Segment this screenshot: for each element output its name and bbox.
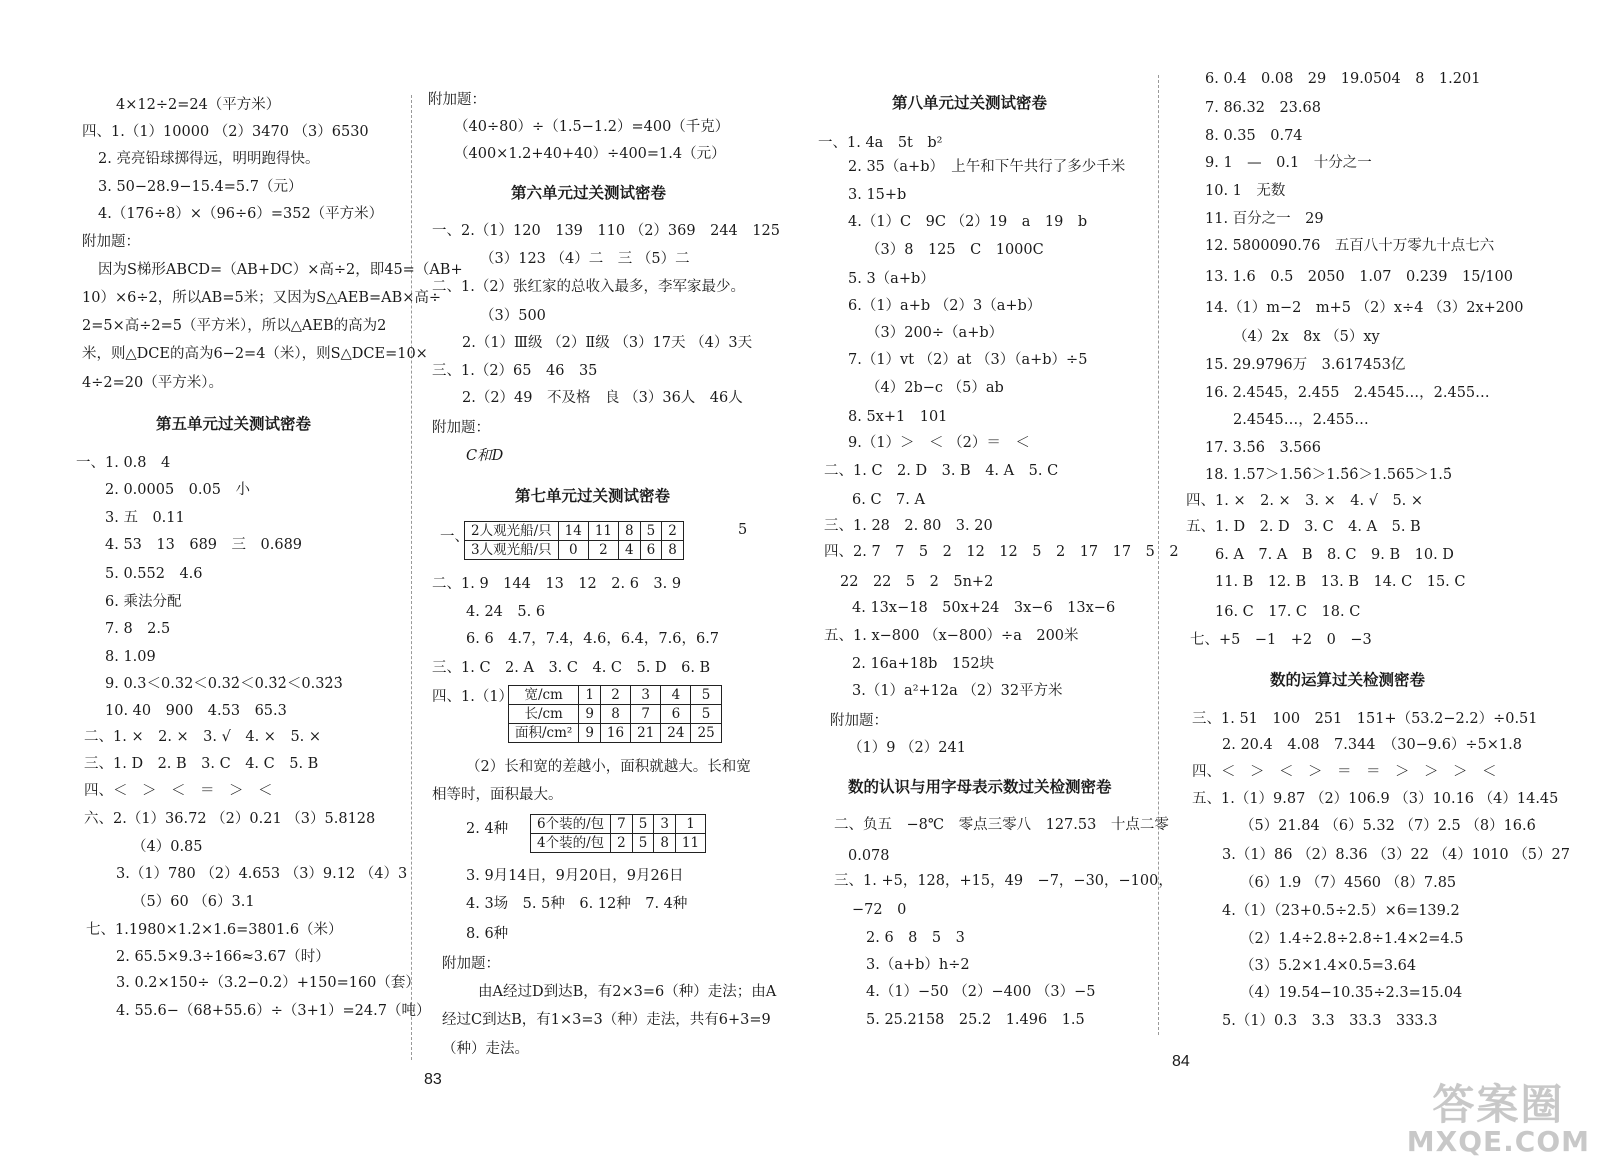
text-line: 二、1. × 2. × 3. √ 4. × 5. × bbox=[84, 729, 322, 745]
text-line: （3）5.2×1.4×0.5=3.64 bbox=[1240, 958, 1417, 974]
text-line: （4）0.85 bbox=[132, 839, 203, 855]
table-cell: 5 bbox=[640, 522, 662, 541]
column-divider-left bbox=[411, 95, 412, 1060]
text-line: 4.（1）−50 （2）−400 （3）−5 bbox=[866, 984, 1096, 1000]
text-line: 2. 35（a+b） 上午和下午共行了多少千米 bbox=[848, 159, 1126, 175]
table-cell: 9 bbox=[579, 705, 601, 724]
text-line: 三、1. +5，128，+15，49 −7，−30，−100， bbox=[834, 873, 1173, 889]
table-row bbox=[531, 834, 706, 853]
text-line: 6. A 7. A B 8. C 9. B 10. D bbox=[1215, 547, 1454, 563]
section-title: 第五单元过关测试密卷 bbox=[156, 415, 312, 433]
table-cell: 3 bbox=[654, 815, 676, 834]
table-cell: 7 bbox=[631, 705, 661, 724]
text-line: 2. 4种 bbox=[466, 821, 509, 837]
text-line: 一、1. 4a 5t b² bbox=[818, 135, 943, 151]
text-line: 4.（176÷8）×（96÷6）=352（平方米） bbox=[98, 206, 384, 222]
table-cell: 6 bbox=[661, 705, 691, 724]
text-line: 11. B 12. B 13. B 14. C 15. C bbox=[1215, 574, 1466, 590]
table-cell: 0 bbox=[558, 541, 588, 560]
section-title: 第七单元过关测试密卷 bbox=[515, 487, 671, 505]
text-line: 4. 55.6−（68+55.6）÷（3+1）=24.7（吨） bbox=[116, 1003, 431, 1019]
text-line: 2.4545…，2.455… bbox=[1233, 412, 1369, 428]
text-line: 附加题： bbox=[82, 234, 140, 250]
text-line: 附加题： bbox=[442, 956, 500, 972]
text-line: （种）走法。 bbox=[442, 1041, 529, 1057]
text-line: 4. 24 5. 6 bbox=[466, 604, 546, 620]
table-cell: 9 bbox=[579, 724, 601, 743]
text-line: 11. 百分之一 29 bbox=[1205, 211, 1324, 227]
text-line: （3）500 bbox=[480, 308, 546, 324]
text-line: （2）1.4÷2.8÷2.8÷1.4×2=4.5 bbox=[1240, 931, 1464, 947]
text-line: 七、+5 −1 +2 0 −3 bbox=[1190, 632, 1372, 648]
page-number-right: 84 bbox=[1172, 1053, 1190, 1070]
text-line: （400×1.2+40+40）÷400=1.4（元） bbox=[454, 146, 726, 162]
text-line: 三、1. C 2. A 3. C 4. C 5. D 6. B bbox=[432, 660, 711, 676]
text-line: 3. 50−28.9−15.4=5.7（元） bbox=[98, 179, 303, 195]
table-boats bbox=[464, 521, 684, 560]
text-line: （2）长和宽的差越小，面积就越大。长和宽 bbox=[466, 759, 751, 775]
text-line: 四、2. 7 7 5 2 12 12 5 2 17 17 5 2 bbox=[824, 544, 1179, 560]
text-line: −72 0 bbox=[852, 902, 907, 918]
text-line: 二、负五 −8℃ 零点三零八 127.53 十点二零 bbox=[834, 817, 1169, 833]
table-cell: 宽/cm bbox=[509, 686, 579, 705]
table-cell: 1 bbox=[675, 815, 705, 834]
text-line: 7. 86.32 23.68 bbox=[1205, 100, 1321, 116]
table-cell: 21 bbox=[631, 724, 661, 743]
text-line: 6. 0.4 0.08 29 19.0504 8 1.201 bbox=[1205, 71, 1481, 87]
table-cell: 5 bbox=[691, 686, 721, 705]
text-line: 4×12÷2=24（平方米） bbox=[116, 97, 281, 113]
text-line: 四、＜ ＞ ＜ ＞ ＝ ＝ ＞ ＞ ＞ ＜ bbox=[1192, 764, 1497, 780]
text-line: 四、1.（1） bbox=[432, 689, 514, 705]
table-cell: 长/cm bbox=[509, 705, 579, 724]
table-cell: 8 bbox=[654, 834, 676, 853]
text-line: 17. 3.5̇6̇ 3.566 bbox=[1205, 440, 1321, 456]
text-line: 14.（1）m−2 m+5 （2）x÷4 （3）2x+200 bbox=[1205, 300, 1524, 316]
table-cell: 1 bbox=[579, 686, 601, 705]
text-line: 4. 3场 5. 5种 6. 12种 7. 4种 bbox=[466, 896, 688, 912]
table-row bbox=[509, 724, 722, 743]
table-cell: 11 bbox=[588, 522, 618, 541]
table-cell: 6 bbox=[640, 541, 662, 560]
table-cell: 3人观光船/只 bbox=[465, 541, 559, 560]
table-cell: 2 bbox=[662, 522, 684, 541]
text-line: 由A经过D到达B，有2×3=6（种）走法；由A bbox=[478, 984, 777, 1000]
text-line: 二、1.（2）张红家的总收入最多，李军家最少。 bbox=[432, 279, 746, 295]
section-title: 数的认识与用字母表示数过关检测密卷 bbox=[848, 778, 1112, 796]
text-line: 6. C 7. A bbox=[852, 492, 925, 508]
text-line: 16. C 17. C 18. C bbox=[1215, 604, 1361, 620]
text-line: 22 22 5 2 5n+2 bbox=[840, 574, 994, 590]
text-line: 9.（1）＞ ＜ （2）＝ ＜ bbox=[848, 435, 1030, 451]
table-cell: 8 bbox=[662, 541, 684, 560]
text-line: 米，则△DCE的高为6−2=4（米），则S△DCE=10× bbox=[82, 346, 428, 362]
table-cell: 3 bbox=[631, 686, 661, 705]
table-cell: 5 bbox=[632, 815, 654, 834]
text-line: 3. 9月14日，9月20日，9月26日 bbox=[466, 868, 684, 884]
table-cell: 11 bbox=[675, 834, 705, 853]
table-cell: 2 bbox=[611, 834, 633, 853]
table-cell: 4 bbox=[661, 686, 691, 705]
text-line: 2=5×高÷2=5（平方米），所以△AEB的高为2 bbox=[82, 318, 387, 334]
text-line: 附加题： bbox=[432, 420, 490, 436]
table-row bbox=[465, 522, 684, 541]
text-line: 10. 1 无数 bbox=[1205, 183, 1286, 199]
text-line: 7.（1）vt （2）at （3）（a+b）÷5 bbox=[848, 352, 1088, 368]
text-line: 三、1. 28 2. 80 3. 20 bbox=[824, 518, 993, 534]
text-line: 18. 1.57＞1.56̇＞1.5̇6̇＞1.565＞1.5̇ bbox=[1205, 467, 1453, 483]
table-cell: 4 bbox=[619, 541, 641, 560]
text-line: 2. 16a+18b 152块 bbox=[852, 656, 995, 672]
text-line: 6. 6 4.7，7.4，4.6，6.4，7.6，6.7 bbox=[466, 631, 720, 647]
table-cell: 25 bbox=[691, 724, 721, 743]
text-line: 四、1.（1）10000 （2）3470 （3）6530 bbox=[82, 124, 369, 140]
text-line: 12. 5800090.76 五百八十万零九十点七六 bbox=[1205, 238, 1495, 254]
section-title: 第六单元过关测试密卷 bbox=[511, 184, 667, 202]
text-line: 七、1.1980×1.2×1.6=3801.6（米） bbox=[86, 922, 343, 938]
text-line: 2. 65.5×9.3÷166≈3.67（时） bbox=[116, 949, 330, 965]
table-row bbox=[531, 815, 706, 834]
text-line: C和D bbox=[466, 448, 504, 464]
text-line: （4）19.54−10.35÷2.3=15.04 bbox=[1240, 985, 1463, 1001]
text-line: 3. 0.2×150÷（3.2−0.2）+150=160（套） bbox=[116, 975, 420, 991]
text-line: 2.（2）49 不及格 良 （3）36人 46人 bbox=[462, 390, 743, 406]
table-cell: 24 bbox=[661, 724, 691, 743]
text-line: 9. 1 — 0.1 十分之一 bbox=[1205, 155, 1372, 171]
text-line: 二、1. C 2. D 3. B 4. A 5. C bbox=[824, 463, 1059, 479]
table-area bbox=[508, 685, 722, 743]
text-line: 10. 40 900 4.53 65.3 bbox=[105, 703, 287, 719]
text-line: 五、1. D 2. D 3. C 4. A 5. B bbox=[1186, 519, 1421, 535]
table-cell: 16 bbox=[600, 724, 630, 743]
text-line: （3）200÷（a+b） bbox=[866, 325, 1004, 341]
text-line: 2. 20.4 4.08 7.344 （30−9.6）÷5×1.8 bbox=[1222, 737, 1523, 753]
text-line: 四、1. × 2. × 3. × 4. √ 5. × bbox=[1186, 493, 1424, 509]
table-row bbox=[465, 541, 684, 560]
text-line: 3. 15+b bbox=[848, 187, 907, 203]
text-line: 5. 3（a+b） bbox=[848, 271, 935, 287]
text-line: （3）8 125 C 1000C bbox=[866, 242, 1044, 258]
table-cell: 8 bbox=[619, 522, 641, 541]
text-line: 6. 乘法分配 bbox=[105, 594, 182, 610]
watermark-top: 答案圈 bbox=[1432, 1080, 1565, 1129]
text-line: 4.（1）（23+0.5÷2.5）×6=139.2 bbox=[1222, 903, 1460, 919]
table-cell: 2 bbox=[600, 686, 630, 705]
table-cell: 面积/cm² bbox=[509, 724, 579, 743]
table-cell: 8 bbox=[600, 705, 630, 724]
table-cell: 5 bbox=[632, 834, 654, 853]
table-cell: 5 bbox=[691, 705, 721, 724]
text-line: 三、1.（2）65 46 35 bbox=[432, 363, 598, 379]
text-line: 相等时，面积最大。 bbox=[432, 787, 563, 803]
text-line: 4. 53 13 689 三 0.689 bbox=[105, 537, 303, 553]
table-cell: 4个装的/包 bbox=[531, 834, 611, 853]
text-line: 因为S梯形ABCD=（AB+DC）×高÷2，即45=（AB+ bbox=[98, 262, 463, 278]
table-cell: 6个装的/包 bbox=[531, 815, 611, 834]
text-line: 3.（a+b）h÷2 bbox=[866, 957, 970, 973]
text-line: 15. 29.9796万 3.617453亿 bbox=[1205, 357, 1406, 373]
table-cell: 2 bbox=[588, 541, 618, 560]
table-row bbox=[509, 686, 722, 705]
text-line: 4. 13x−18 50x+24 3x−6 13x−6 bbox=[852, 600, 1116, 616]
text-line: 8. 6种 bbox=[466, 926, 509, 942]
text-line: 二、1. 9 144 13 12 2. 6 3. 9 bbox=[432, 576, 682, 592]
text-line: 2. 亮亮铅球掷得远，明明跑得快。 bbox=[98, 151, 320, 167]
text-line: 3. 五 0.11 bbox=[105, 510, 185, 526]
text-line: 3.（1）780 （2）4.653 （3）9.12 （4）3 bbox=[116, 866, 408, 882]
text-line: （4）2b−c （5）ab bbox=[866, 380, 1004, 396]
text-line: 四、＜ ＞ ＜ ＝ ＞ ＜ bbox=[84, 783, 273, 799]
text-line: （5）60 （6）3.1 bbox=[132, 894, 255, 910]
text-line: 经过C到达B，有1×3=3（种）走法，共有6+3=9 bbox=[442, 1012, 771, 1028]
text-line: 5 bbox=[738, 522, 748, 538]
text-line: 2. 6 8 5 3 bbox=[866, 930, 965, 946]
text-line: （1）9 （2）241 bbox=[848, 740, 966, 756]
text-line: 一、2.（1）120 139 110 （2）369 244 125 bbox=[432, 223, 780, 239]
text-line: 3.（1）a²+12a （2）32平方米 bbox=[852, 683, 1063, 699]
text-line: 6.（1）a+b （2）3（a+b） bbox=[848, 298, 1042, 314]
page-number-left: 83 bbox=[424, 1071, 442, 1088]
text-line: 9. 0.3＜0.32＜0.32̇＜0.3̇2̇＜0.32̇3̇ bbox=[105, 676, 343, 692]
text-line: 附加题： bbox=[428, 92, 486, 108]
text-line: 10）×6÷2，所以AB=5米；又因为S△AEB=AB×高÷ bbox=[82, 290, 442, 306]
section-title: 第八单元过关测试密卷 bbox=[892, 94, 1048, 112]
table-cell: 14 bbox=[558, 522, 588, 541]
text-line: 三、1. 51 100 251 151+（53.2−2.2）÷0.51 bbox=[1192, 711, 1538, 727]
table-cell: 7 bbox=[611, 815, 633, 834]
watermark-logo bbox=[1406, 1080, 1590, 1158]
text-line: 一、1. 0.8 4 bbox=[76, 455, 171, 471]
table-packs bbox=[530, 814, 706, 853]
text-line: （6）1.9 （7）4560 （8）7.85 bbox=[1240, 875, 1457, 891]
text-line: 一、 bbox=[440, 529, 469, 545]
table-row bbox=[509, 705, 722, 724]
text-line: （3）123 （4）二 三 （5）二 bbox=[480, 251, 690, 267]
text-line: 5.（1）0.3 3.3 33.3 333.3 bbox=[1222, 1013, 1438, 1029]
text-line: 2.（1）Ⅲ级 （2）Ⅱ级 （3）17天 （4）3天 bbox=[462, 335, 753, 351]
text-line: 5. 0.552 4.6 bbox=[105, 566, 203, 582]
text-line: （5）21.84 （6）5.32 （7）2.5 （8）16.6̇ bbox=[1240, 818, 1536, 834]
text-line: 4÷2=20（平方米）。 bbox=[82, 375, 223, 391]
text-line: 4.（1）C 9C （2）19 a 19 b bbox=[848, 214, 1088, 230]
text-line: 六、2.（1）36.72 （2）0.21 （3）5.8128 bbox=[84, 811, 376, 827]
text-line: 16. 2.4545，2.455 2.4545…，2.455… bbox=[1205, 385, 1490, 401]
text-line: 三、1. D 2. B 3. C 4. C 5. B bbox=[84, 756, 319, 772]
text-line: 5. 25.2158 25.2 1.496 1.5 bbox=[866, 1012, 1085, 1028]
text-line: 五、1.（1）9.87 （2）106.9 （3）10.16 （4）14.45 bbox=[1192, 791, 1559, 807]
text-line: 2. 0.0005 0.05 小 bbox=[105, 482, 250, 498]
text-line: 0.078 bbox=[848, 848, 890, 864]
text-line: 五、1. x−800 （x−800）÷a 200米 bbox=[824, 628, 1079, 644]
text-line: 附加题： bbox=[830, 713, 888, 729]
text-line: 7. 8 2.5 bbox=[105, 621, 171, 637]
watermark-bottom: MXQE.COM bbox=[1406, 1125, 1590, 1158]
text-line: （40÷80）÷（1.5−1.2）=400（千克） bbox=[454, 119, 730, 135]
table-cell: 2人观光船/只 bbox=[465, 522, 559, 541]
text-line: 13. 1.6 0.5 2050 1.07 0.239 15/100 bbox=[1205, 269, 1513, 285]
section-title: 数的运算过关检测密卷 bbox=[1270, 671, 1426, 689]
text-line: （4）2x 8x （5）xy bbox=[1233, 329, 1380, 345]
text-line: 8. 1.09 bbox=[105, 649, 156, 665]
text-line: 3.（1）86 （2）8.36 （3）22 （4）1010 （5）27 bbox=[1222, 847, 1570, 863]
text-line: 8. 5x+1 101 bbox=[848, 409, 948, 425]
text-line: 8. 0.35 0.74 bbox=[1205, 128, 1303, 144]
